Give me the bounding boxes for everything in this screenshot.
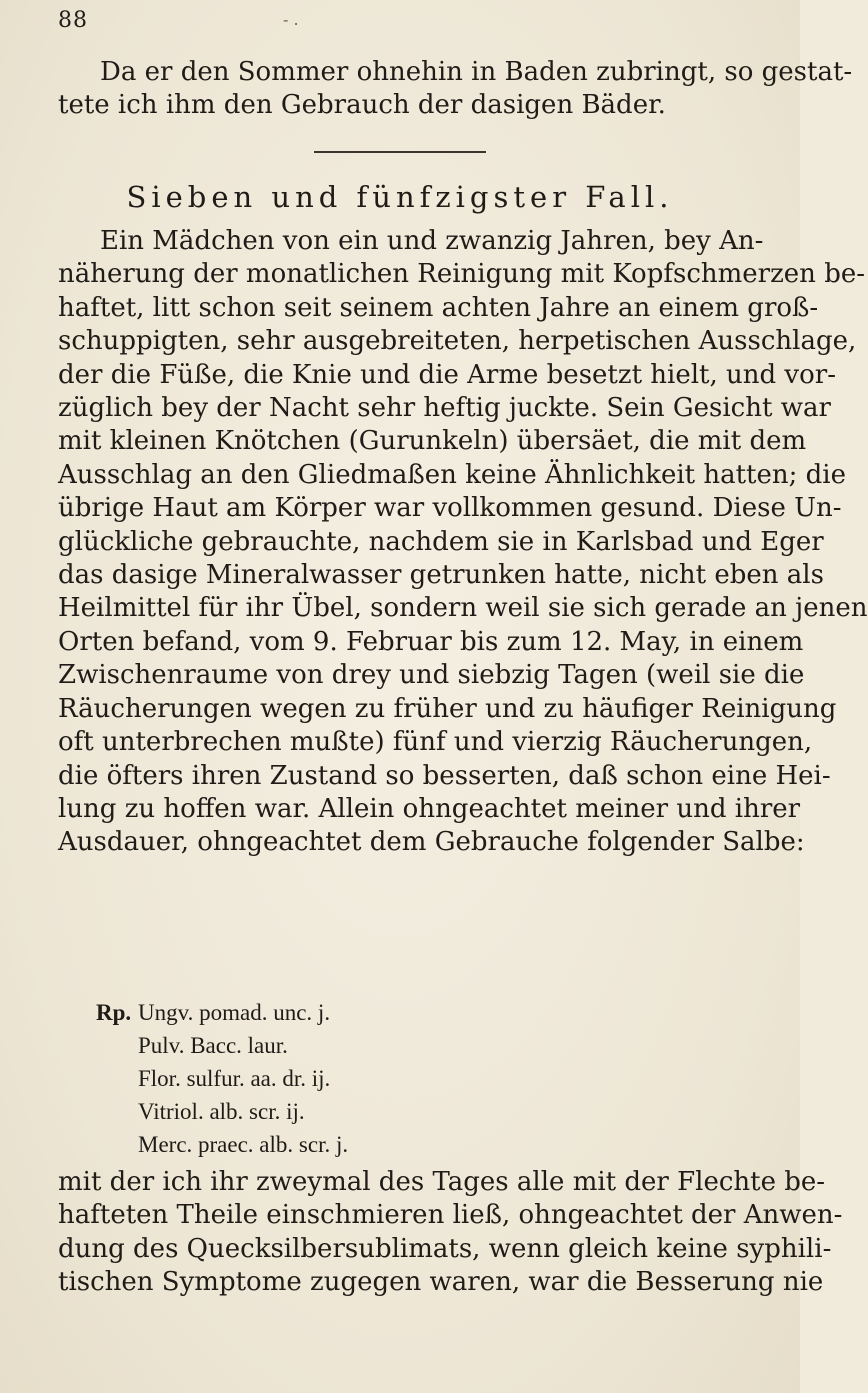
text-line: Orten befand, vom 9. Februar bis zum 12. May, in einem: [58, 626, 804, 657]
prescription-block: [96, 996, 348, 1161]
text-line: Ein Mädchen von ein und zwanzig Jahren, bey An-: [100, 226, 764, 256]
text-line: Heilmittel für ihr Übel, sondern weil sie sich gerade an jenen: [58, 593, 868, 624]
prescription-ingredient: Flor. sulfur. aa. dr. ij.: [138, 1066, 331, 1091]
prescription-line: [96, 996, 348, 1029]
text-line: mit kleinen Knötchen (Gurunkeln) übersäet, die mit dem: [58, 426, 807, 457]
prescription-ingredient: Pulv. Bacc. laur.: [138, 1033, 288, 1058]
text-line: dung des Quecksilbersublimats, wenn gleich keine syphili-: [58, 1233, 832, 1264]
text-line: der die Füße, die Knie und die Arme besetzt hielt, und vor-: [58, 359, 836, 390]
page-number: 88: [58, 8, 88, 33]
text-line: oft unterbrechen mußte) fünf und vierzig Räucherungen,: [58, 727, 813, 758]
text-line: das dasige Mineralwasser getrunken hatte, nicht eben als: [58, 560, 824, 591]
text-line: haftet, litt schon seit seinem achten Jahre an einem groß-: [58, 292, 819, 323]
prescription-ingredient: Ungv. pomad. unc. j.: [138, 1000, 331, 1025]
text-line: näherung der monatlichen Reinigung mit Kopfschmerzen be-: [58, 259, 866, 290]
case-paragraph: [58, 225, 868, 860]
intro-paragraph: [58, 56, 853, 123]
section-divider: [314, 151, 486, 153]
text-line: Zwischenraume von drey und siebzig Tagen (weil sie die: [58, 660, 805, 691]
text-line: die öfters ihren Zustand so besserten, daß schon eine Hei-: [58, 760, 831, 791]
text-line: Räucherungen wegen zu früher und zu häufiger Reinigung: [58, 693, 837, 724]
stray-mark: - .: [283, 10, 299, 29]
text-line: Ausschlag an den Gliedmaßen keine Ähnlichkeit hatten; die: [58, 459, 847, 490]
text-line: Da er den Sommer ohnehin in Baden zubringt, so gestat-: [100, 57, 853, 87]
text-line: glückliche gebrauchte, nachdem sie in Karlsbad und Eger: [58, 526, 824, 557]
text-line: tete ich ihm den Gebrauch der dasigen Bäder.: [58, 90, 666, 121]
text-line: Ausdauer, ohngeachtet dem Gebrauche folgender Salbe:: [58, 827, 805, 858]
case-heading: Sieben und fünfzigster Fall.: [126, 180, 674, 214]
rx-label: Rp.: [96, 1000, 132, 1025]
text-line: züglich bey der Nacht sehr heftig juckte. Sein Gesicht war: [58, 393, 831, 424]
prescription-ingredient: Merc. praec. alb. scr. j.: [138, 1132, 349, 1157]
prescription-ingredient: Vitriol. alb. scr. ij.: [138, 1099, 305, 1124]
text-line: lung zu hoffen war. Allein ohngeachtet meiner und ihrer: [58, 793, 801, 824]
text-line: tischen Symptome zugegen waren, war die Besserung nie: [58, 1267, 824, 1298]
text-line: schuppigten, sehr ausgebreiteten, herpetischen Ausschlage,: [58, 326, 857, 357]
continuation-paragraph: [58, 1166, 843, 1300]
text-line: mit der ich ihr zweymal des Tages alle mit der Flechte be-: [58, 1167, 826, 1197]
text-line: hafteten Theile einschmieren ließ, ohngeachtet der Anwen-: [58, 1200, 843, 1231]
text-line: übrige Haut am Körper war vollkommen gesund. Diese Un-: [58, 493, 842, 524]
